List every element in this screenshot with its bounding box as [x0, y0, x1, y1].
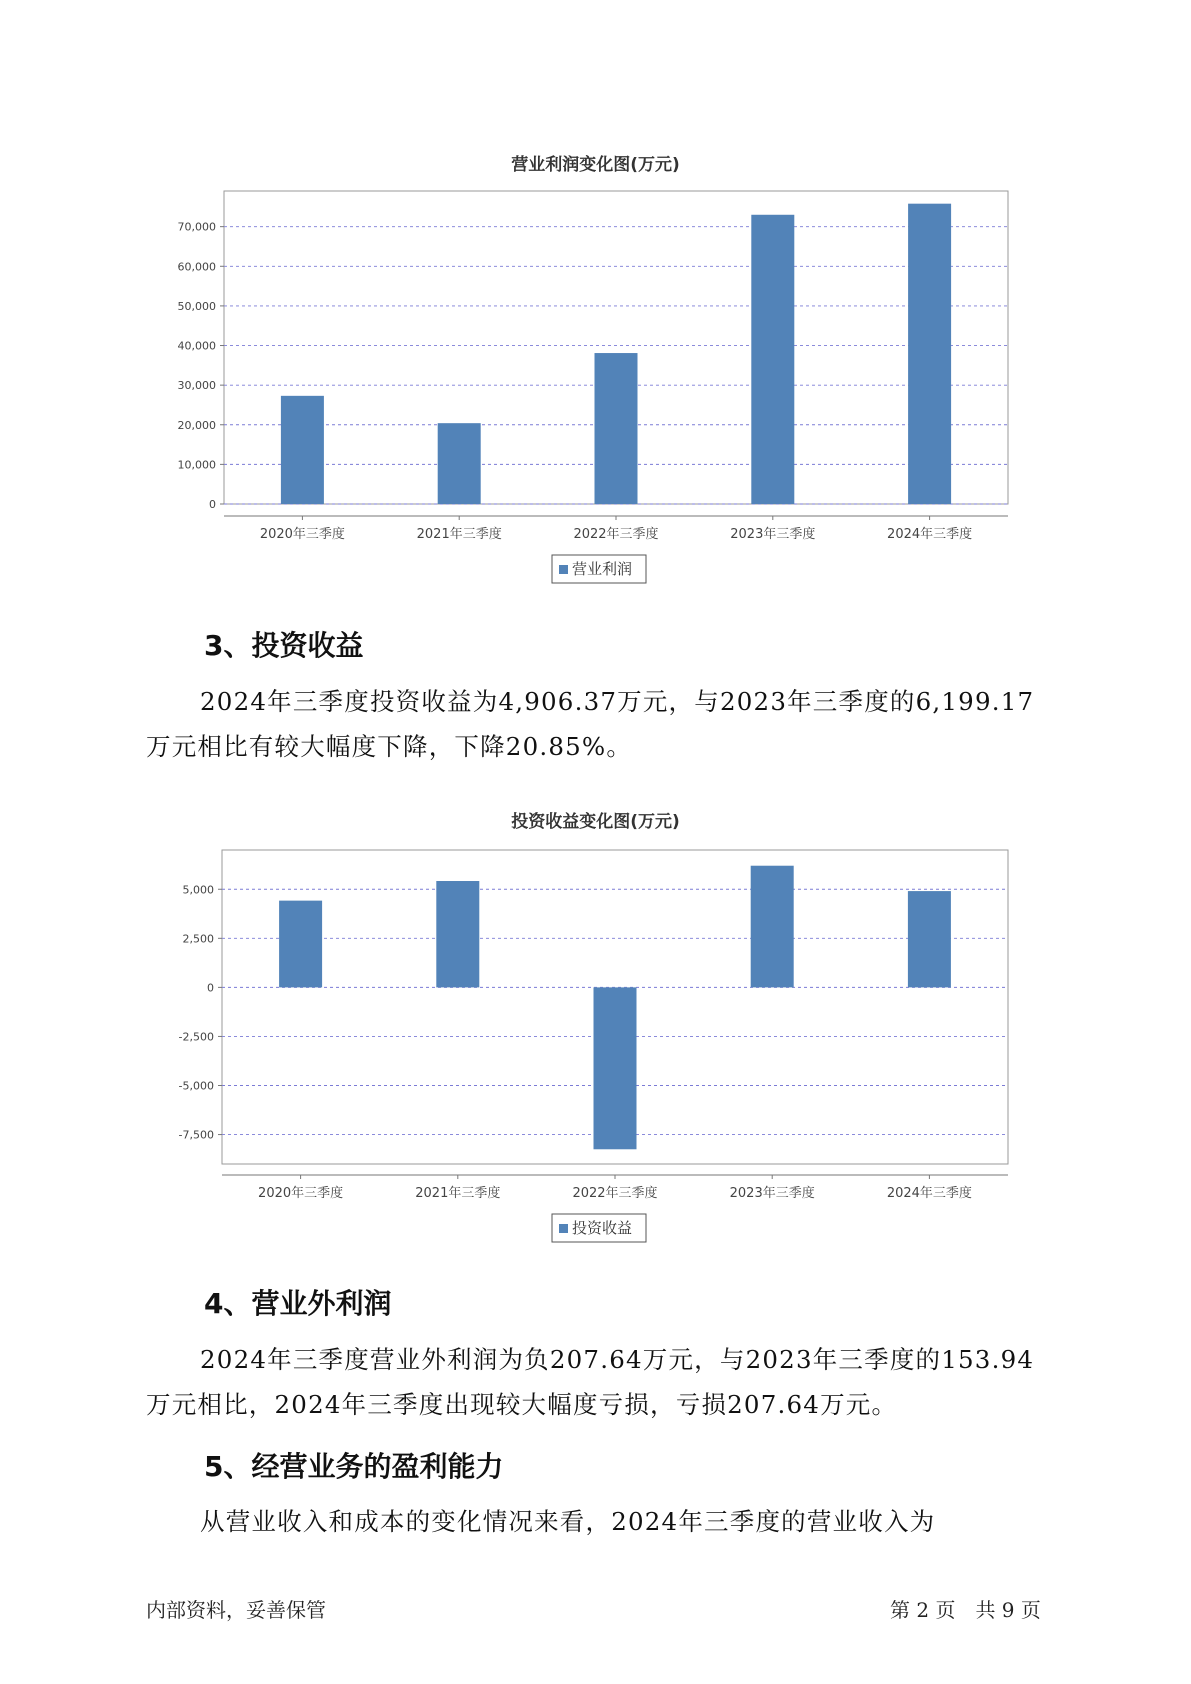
y-tick-label: 50,000: [177, 299, 216, 313]
section-3-heading: 3、投资收益: [204, 629, 364, 662]
section-5-line-1: 从营业收入和成本的变化情况来看，2024年三季度的营业收入为: [200, 1507, 936, 1536]
section-4-line-2: 万元相比，2024年三季度出现较大幅度亏损，亏损207.64万元。: [146, 1390, 898, 1419]
footer-page-number: 第 2 页 共 9 页: [890, 1598, 1041, 1622]
bar: [594, 987, 637, 1149]
y-tick-label: 60,000: [177, 260, 216, 274]
x-tick-label: 2021年三季度: [415, 1186, 501, 1201]
y-tick-label: 2,500: [182, 932, 214, 946]
x-tick-label: 2020年三季度: [258, 1186, 344, 1201]
footer-confidential-note: 内部资料，妥善保管: [146, 1598, 326, 1622]
bar: [436, 881, 479, 987]
y-tick-label: -7,500: [178, 1128, 214, 1142]
legend-label: 营业利润: [572, 560, 633, 578]
x-tick-label: 2024年三季度: [886, 1186, 972, 1201]
bar: [751, 866, 794, 988]
x-tick-label: 2020年三季度: [259, 527, 345, 542]
section-4-heading: 4、营业外利润: [204, 1287, 392, 1320]
legend-swatch: [559, 1224, 568, 1233]
y-tick-label: 0: [207, 981, 214, 995]
x-tick-label: 2024年三季度: [887, 527, 973, 542]
x-tick-label: 2023年三季度: [729, 1186, 815, 1201]
section-4-line-1: 2024年三季度营业外利润为负207.64万元，与2023年三季度的153.94: [200, 1345, 1035, 1374]
section-3-line-1: 2024年三季度投资收益为4,906.37万元，与2023年三季度的6,199.17: [200, 687, 1035, 716]
x-tick-label: 2022年三季度: [572, 1186, 658, 1201]
x-tick-label: 2022年三季度: [573, 527, 659, 542]
y-tick-label: -5,000: [178, 1079, 214, 1093]
bar: [279, 901, 322, 988]
y-tick-label: 70,000: [177, 220, 216, 234]
x-tick-label: 2023年三季度: [730, 527, 816, 542]
y-tick-label: 0: [209, 498, 216, 511]
x-tick-label: 2021年三季度: [416, 527, 502, 542]
y-tick-label: -2,500: [178, 1030, 214, 1044]
section-5-heading: 5、经营业务的盈利能力: [204, 1450, 504, 1483]
y-tick-label: 10,000: [177, 458, 216, 472]
y-tick-label: 5,000: [182, 883, 214, 897]
section-3-line-2: 万元相比有较大幅度下降，下降20.85%。: [146, 732, 633, 761]
bar: [908, 891, 951, 987]
y-tick-label: 30,000: [177, 379, 216, 393]
chart2-title: 投资收益变化图(万元): [511, 812, 680, 832]
legend-label: 投资收益: [572, 1219, 633, 1237]
y-tick-label: 20,000: [177, 418, 216, 432]
y-tick-label: 40,000: [177, 339, 216, 353]
chart1-title: 营业利润变化图(万元): [511, 155, 680, 175]
